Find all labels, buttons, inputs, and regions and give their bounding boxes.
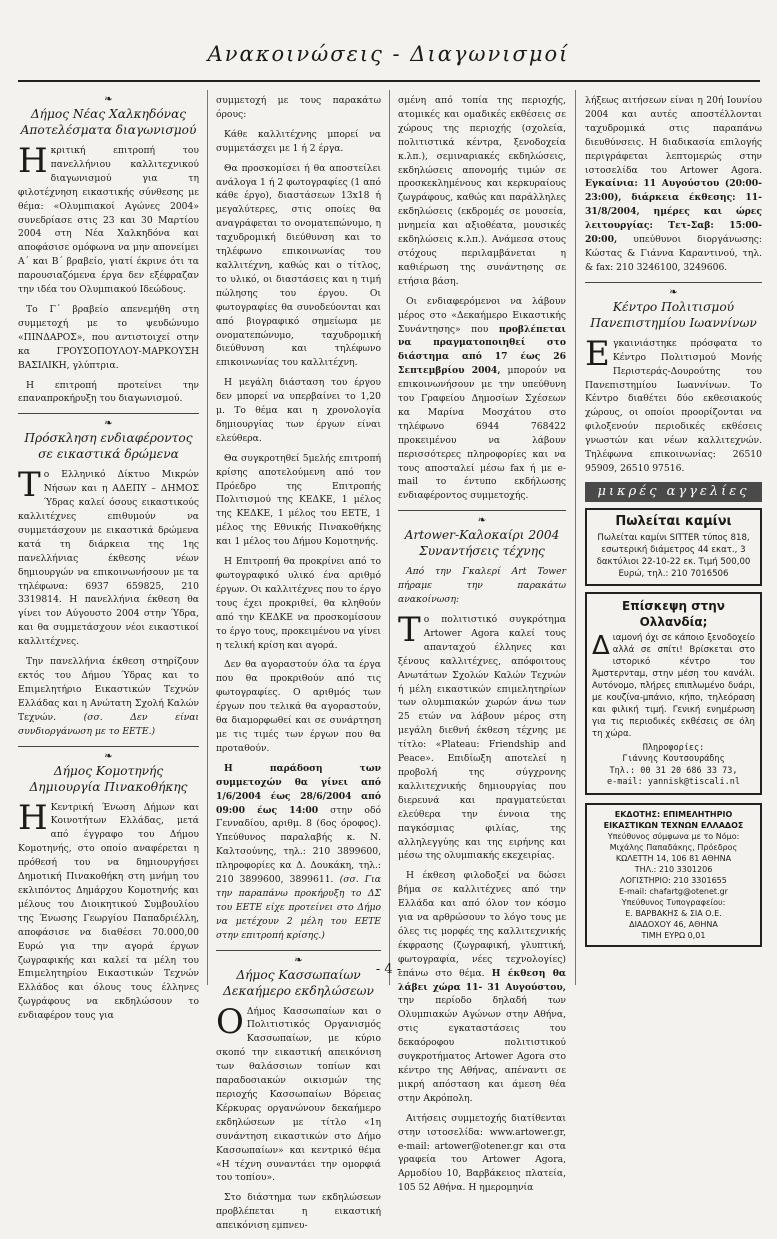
contact-name: Γιάννης Κουτσουράδης: [622, 754, 725, 765]
paragraph: [216, 762, 381, 943]
classifieds-banner: μικρές αγγελίες: [585, 482, 762, 502]
article-separator: [18, 413, 199, 414]
article-separator: [216, 950, 381, 951]
paragraph-text: Οι ενδιαφερόμενοι να λάβουν μέρος στο «Δεκαήμερο Εικαστικής Συνάντησης» που: [398, 295, 566, 335]
ad-title: Πωλείται καμίνι: [615, 513, 732, 529]
title-line: Δήμος Νέας Χαλκηδόνας: [30, 107, 187, 121]
page-number: - 4 -: [375, 962, 402, 977]
bold-text: Εγκαίνια: 11 Αυγούστου (20:00-23:00), διάρκεια έκθεσης: 11-31/8/2004, ημέρες και ώρες λειτουργίας: Τετ-Σαβ: 15:00-20:00,: [585, 178, 762, 246]
article-intro: Από την Γκαλερί Art Tower πήραμε την παρακάτω ανακοίνωση:: [398, 566, 566, 606]
bold-text: Η παράδοση των συμμετοχών θα γίνει από 1/6/2004 έως 28/6/2004 από 09:00 έως 14:00: [216, 762, 381, 816]
title-line: Δήμος Κομοτηνής: [53, 763, 164, 778]
paragraph: [398, 610, 566, 863]
paragraph: συμμετοχή με τους παρακάτω όρους:: [216, 95, 381, 120]
drop-cap: Δ: [592, 630, 610, 661]
ad-text: [592, 632, 755, 740]
article-title: [18, 106, 199, 138]
drop-cap: Η: [18, 797, 48, 838]
page-header-title: Ανακοινώσεις - Διαγωνισμοί: [207, 42, 570, 66]
paragraph: [585, 94, 762, 275]
paragraph-text: Η έκθεση φιλοδοξεί να δώσει βήμα σε καλλιτέχνες από την Ελλάδα και από όλον τον κόσμο για να αρθρώσουν το λόγο τους με όλες τις μορφές της καλλιτεχνικής έκφρασης (ζωγραφική, γλυπτική, φωτογραφία, νέες τεχνολογίες) επάνω στο θέμα.: [398, 870, 566, 979]
title-line: Δεκαήμερο εκδηλώσεων: [223, 983, 374, 998]
article-separator: [18, 746, 199, 747]
column-divider: [575, 90, 576, 985]
article-title: [398, 527, 566, 559]
publisher-line: ΤΗΛ.: 210 3301206: [634, 864, 713, 874]
paragraph-text: γκαινιάστηκε πρόσφατα το Κέντρο Πολιτισμού Μονής Περιστεράς-Δουρούτης του Πανεπιστημίου Ιωαννίνων. Το Κέντρο διαθέτει δύο εκθεσιακούς χώρους, οι οποίοι προορίζονται να φιλοξενούν περιοδικές εκθέσεις γνωστών και νέων καλλιτεχνών. Τηλέφωνα επικοινωνίας: 26510 95909, 26510 97516.: [585, 337, 762, 474]
drop-cap: Τ: [398, 610, 421, 650]
title-line: Artower-Καλοκαίρι 2004: [404, 528, 560, 543]
title-line: σε εικαστικά δρώμενα: [38, 447, 179, 462]
publisher-line: E-mail: chafartg@otenet.gr: [619, 886, 728, 896]
article-title: [585, 299, 762, 331]
title-line: Δήμος Κασσωπαίων: [236, 967, 361, 982]
paragraph: Αιτήσεις συμμετοχής διατίθενται στην ιστοσελίδα: www.artower.gr, e-mail: artower@otener.gr και στα γραφεία του Artower Agora, Αρμοδίου 10, Βαρβάκειος πλατεία, 105 52 Αθήνα. Η ημερομηνία: [398, 1112, 566, 1194]
publisher-line: ΚΩΛΕΤΤΗ 14, 106 81 ΑΘΗΝΑ: [615, 853, 732, 863]
paragraph-text: υπεύθυνοι διοργάνωσης: Κώστας & Γιάννα Καραντινού, τηλ. & fax: 210 3246100, 3249606.: [585, 234, 762, 273]
drop-cap: Τ: [18, 465, 41, 506]
contact-email: e-mail: yannisk@tiscali.nl: [606, 777, 741, 788]
article-separator: [585, 282, 762, 283]
column-divider: [389, 90, 390, 985]
paragraph-text: Την πανελλήνια έκθεση στηρίζουν εκτός του Δήμου Ύδρας και το Επιμελητήριο Εικαστικών Τεχνών Ελλάδας και η Ανώτατη Σχολή Καλών Τεχνών.: [18, 656, 199, 723]
title-line: Κέντρο Πολιτισμού: [612, 299, 735, 314]
contact-label: Πληροφορίες:: [642, 742, 705, 753]
column-3: [398, 94, 566, 1201]
paragraph: Κάθε καλλιτέχνης μπορεί να συμμετάσχει με 1 ή 2 έργα.: [216, 128, 381, 154]
drop-cap: Ε: [585, 333, 610, 374]
publisher-line: ΔΙΑΔΟΧΟΥ 46, ΑΘΗΝΑ: [629, 919, 718, 929]
title-line: Αποτελέσματα διαγωνισμού: [20, 123, 197, 137]
paragraph: Στο διάστημα των εκδηλώσεων προβλέπεται η εικαστική απεικόνιση εμπνευ-: [216, 1192, 381, 1232]
ad-title: [592, 598, 755, 630]
ornament-icon: ❧: [104, 750, 113, 762]
publisher-line: ΛΟΓΙΣΤΗΡΙΟ: 210 3301655: [620, 875, 727, 885]
paragraph-text: λήξεως αιτήσεων είναι η 20ή Ιουνίου 2004 και αυτές αποστέλλονται ταχυδρομικά στις παραπάνω διευθύνσεις. Η διαδικασία επιλογής περιγράφεται λεπτομερώς στην ιστοσελίδα του Artower Agora.: [585, 95, 762, 176]
column-divider: [207, 90, 208, 985]
article-title: [18, 763, 199, 795]
classified-ad: [585, 592, 762, 795]
publisher-line: ΕΚΔΟΤΗΣ: ΕΠΙΜΕΛΗΤΗΡΙΟ: [614, 809, 733, 819]
bold-text: Η έκθεση θα λάβει χώρα 11- 31 Αυγούστου,: [398, 967, 566, 993]
ad-text: Πωλείται καμίνι SITTER τύπος 818, εσωτερική διάμετρος 44 εκατ., 3 δακτύλιοι 22-10-22 εκ. Τιμή 500,00 Ευρώ, τηλ.: 210 7016506: [596, 532, 751, 579]
paragraph: [398, 869, 566, 1105]
title-line: Συναντήσεις τέχνης: [419, 544, 545, 559]
paragraph: [585, 333, 762, 476]
title-line: Δημιουργία Πινακοθήκης: [29, 779, 188, 794]
classified-ad: [585, 508, 762, 586]
paragraph: Η μεγάλη διάσταση του έργου δεν μπορεί να υπερβαίνει το 1,20 μ. Το θέμα και η χρονολογία δημιουργίας των έργων είναι ελεύθερα.: [216, 377, 381, 444]
column-1: [18, 94, 199, 1029]
column-4: [585, 94, 762, 947]
title-line: Πανεπιστημίου Ιωαννίνων: [590, 315, 757, 330]
paragraph-text: ο πολιτιστικό συγκρότημα Artower Agora καλεί τους απανταχού έλληνες και ξένους καλλιτέχνες, απόφοιτους Ανωτάτων Σχολών Καλών Τεχνών ή μέλη εικαστικών επιμελητηρίων των ολυμπιακών χωρών άνω των 25 ετών να λάβουν μέρος στη μεγάλη διεθνή έκθεση τέχνης με τίτλο: «Plateau: Friendship and Peace». Επιδίωξη αποτελεί η προβολή της σύγχρονης καλλιτεχνικής δημιουργίας που διερευνά και πραγματεύεται ελεύθερα την έννοια της παγκόσμιας φιλίας, της αλληλεγγύης και της ειρήνης και μέσω της ολυμπιακής εκεχειρίας.: [398, 614, 566, 862]
paragraph: σμένη από τοπία της περιοχής, ατομικές και ομαδικές εκθέσεις σε χώρους της περιοχής (σχολεία, πολιτιστικά κέντρα, ξενοδοχεία κ.λπ.), σεμιναριακές εκδηλώσεις, εκδηλώσεις απονομής τιμών σε προσκεκλημένους και κερκυραίους ζωγράφους, καθώς και παράλληλες εκδηλώσεις (εκδρομές σε μουσεία, μνημεία και αξιοθέατα, μουσικές εκδηλώσεις κ.λπ.). Ανάμεσα στους στόχους περιλαμβάνεται η καθιέρωση της συνάντησης σε ετήσια βάση.: [398, 95, 566, 287]
article-separator: [398, 510, 566, 511]
publisher-line: Υπεύθυνος σύμφωνα με το Νόμο:: [607, 831, 740, 841]
ad-body: ιαμονή όχι σε κάποιο ξενοδοχείο αλλά σε σπίτι! Βρίσκεται στο ιστορικό κέντρο του Άμστερνταμ, στην μέση του κανάλι. Αυτόνομο, πλήρες επιπλωμένο δυάρι, με κουζίνα-μπάνιο, κήπο, τηλεόραση και φιλική τιμή. Γενική ενημέρωση για τις περιοδικές εκθέσεις σε όλη τη χώρα.: [592, 632, 755, 739]
column-2: [216, 94, 381, 1239]
ornament-icon: ❧: [104, 94, 113, 105]
publisher-box: [585, 803, 762, 947]
paragraph-text: ο Ελληνικό Δίκτυο Μικρών Νήσων και η ΑΔΕΠΥ – ΔΗΜΟΣ Ύδρας καλεί όσους εικαστικούς καλλιτέχνες επιθυμούν να συμμετάσχουν με εικαστικά δρώμενα κατά τη διάρκεια της 1ης πανελλήνιας έκθεσης νέων δημιουργών να επικοινωνήσουν με τα τηλέφωνα: 6937 659825, 210 3319814. Η πανελλήνια έκθεση θα γίνει τον Αύγουστο 2004 στην Ύδρα, και θα συμμετάσχουν νέοι εικαστικοί καλλιτέχνες.: [18, 469, 199, 648]
ornament-icon: ❧: [294, 954, 303, 966]
paragraph: Η επιτροπή προτείνει την επαναπροκήρυξη του διαγωνισμού.: [18, 379, 199, 405]
paragraph: [18, 797, 199, 1024]
title-line: Ολλανδία;: [639, 614, 708, 629]
contact-phone: Τηλ.: 00 31 20 686 33 73,: [609, 765, 738, 776]
paragraph-text: Κεντρική Ένωση Δήμων και Κοινοτήτων Ελλάδας, μετά από έγγραφο του Δήμου Κομοτηνής, στο οποίο αναφέρεται η πρόθεσή του να δημιουργήσει Δημοτική Πινακοθήκη στη μνήμη του εκλιπόντος Δημάρχου Κομοτηνής και μέλους του Διοικητικού Συμβουλίου της Ένωσης Γεωργίου Παπαδριέλλη, αποφάσισε να διαθέσει 70.000,00 Ευρώ για την αγορά έργων ζωγραφικής και καλεί τα μέλη του Επιμελητηρίου Εικαστικών Τεχνών Ελλάδος και όλους τους έλληνες ζωγράφους να εκδηλώσουν το ενδιαφέρον τους για: [18, 801, 199, 1022]
publisher-line: Υπεύθυνος Τυπογραφείου:: [621, 897, 726, 907]
editor-note: (σσ. Για την παραπάνω προκήρυξη το ΔΣ του ΕΕΤΕ είχε προτείνει στο Δήμο να μετέχουν 2 μέλη του ΕΕΤΕ στην επιτροπή κρίσης.): [216, 874, 381, 941]
drop-cap: Η: [18, 141, 48, 181]
publisher-line: ΕΙΚΑΣΤΙΚΩΝ ΤΕΧΝΩΝ ΕΛΛΑΔΟΣ: [603, 820, 744, 830]
paragraph-text: μπορούν να επικοινωνήσουν με την υπεύθυνη του Γραφείου Δημοσίων Σχέσεων κα Μαρίνα Μοσχάτου στο τηλέφωνο 6944 768422 προκειμένου να λάβουν περισσότερες πληροφορίες και να τους αποσταλεί μέσω fax ή με e-mail το έντυπο εκδήλωσης ενδιαφέροντος συμμετοχής.: [398, 365, 566, 502]
paragraph: Θα προσκομίσει ή θα αποστείλει ανάλογα 1 ή 2 φωτογραφίες (1 από κάθε έργο), διαστάσεων 13x18 ή μεγαλύτερες, στις οποίες θα αναγράφεται το ονοματεπώνυμο, η ταχυδρομική διεύθυνση και το τηλέφωνο επικοινωνίας του καλλιτέχνη, καθώς και ο τίτλος, το υλικό, οι διαστάσεις και η τιμή πώλησης του έργου. Οι φωτογραφίες θα συνοδεύονται και από βιογραφικό σημείωμα με ονοματεπώνυμο, ταχυδρομική διεύθυνση και τηλέφωνο επικοινωνίας του καλλιτέχνη.: [216, 162, 381, 369]
paragraph: Το Γ΄ βραβείο απενεμήθη στη συμμετοχή με το ψευδώνυμο «ΠΙΝΔΑΡΟΣ», που αντιστοιχεί στην κα ΓΡΟΥΣΟΠΟΥΛΟΥ-ΜΑΡΚΟΥΣΗ ΒΑΣΙΛΙΚΗ, γλύπτρια.: [18, 303, 199, 371]
paragraph: [18, 141, 199, 297]
paragraph: [398, 295, 566, 504]
paragraph: Η Επιτροπή θα προκρίνει από το φωτογραφικό υλικό ένα αριθμό έργων. Οι καλλιτέχνες που το έργο τους έχει προκριθεί, θα κληθούν από την ΚΕΔΚΕ να προσκομίσουν το έργο τους, προκειμένου να γίνει η τελική κρίση και αγορά.: [216, 556, 381, 651]
paragraph: [18, 655, 199, 738]
paragraph-text: στην οδό Γενναδίου, αριθμ. 8 (6ος όροφος). Υπεύθυνος παραλαβής κ. Ν. Καλτσούνης, τηλ.: 210 3899600, πληροφορίες κα Δ. Δουκάκη, τηλ.: 210 3899600, 3899611.: [216, 804, 382, 886]
paragraph: [18, 465, 199, 649]
paragraph: [216, 1001, 381, 1186]
title-line: Πρόσκληση ενδιαφέροντος: [24, 431, 193, 446]
bold-text: προβλέπεται να πραγματοποιηθεί στο διάστημα από 17 έως 26 Σεπτεμβρίου 2004,: [398, 323, 566, 377]
paragraph-text: Δήμος Κασσωπαίων και ο Πολιτιστικός Οργανισμός Κασσωπαίων, με κύριο σκοπό την εικαστική απεικόνιση των θαλάσσιων τοπίων και παραδοσιακών οικισμών της περιοχής Κασσωπαίων Βόρειας Κέρκυρας οργανώνουν δεκαήμερο εκδηλώσεων με τίτλο «1η συνάντηση εικαστικών στο Δήμο Κασσωπαίων» και κεντρικό θέμα «Η τέχνη συναντάει την ομορφιά του τοπίου».: [216, 1005, 381, 1184]
publisher-line: Ε. ΒΑΡΒΑΚΗΣ & ΣΙΑ Ο.Ε.: [625, 908, 722, 918]
title-line: Επίσκεψη στην: [622, 598, 725, 613]
header-rule: [18, 80, 760, 82]
editor-note: (σσ. Δεν είναι συνδιοργάνωση με το ΕΕΤΕ.): [18, 711, 199, 737]
drop-cap: Ο: [216, 1001, 244, 1042]
paragraph: Δεν θα αγοραστούν όλα τα έργα που θα προκριθούν από τις φωτογραφίες. Ο αριθμός των έργων που τελικά θα αγοραστούν, θα διαμορφωθεί και σε συνάρτηση με τις τιμές των έργων που θα προταθούν.: [216, 659, 381, 754]
publisher-line: Μιχάλης Παπαδάκης, Πρόεδρος: [609, 842, 738, 852]
article-title: [18, 430, 199, 462]
publisher-line: ΤΙΜΗ ΕΥΡΩ 0,01: [641, 930, 706, 940]
ornament-icon: ❧: [477, 515, 487, 527]
paragraph: Θα συγκροτηθεί 5μελής επιτροπή κρίσης αποτελούμενη από τον Πρόεδρο της Επιτροπής Πολιτισμού της ΚΕΔΚΕ, 1 μέλος της ΚΕΔΚΕ, 1 μέλος του ΕΕΤΕ, 1 μέλος της Εθνικής Πινακοθήκης και 1 μέλος του Δήμου Κομοτηνής.: [216, 452, 381, 548]
ad-contact: [592, 743, 755, 789]
ornament-icon: ❧: [104, 418, 113, 430]
ornament-icon: ❧: [669, 286, 678, 298]
paragraph-text: την περίοδο δηλαδή των Ολυμπιακών Αγώνων στην Αθήνα, στις εγκαταστάσεις του δεκαόροφου πολιτιστικού συγκροτήματος Artower Agora στο κέντρο της Αθήνας, απέναντι σε μικρή απόσταση και άμεση θέα στην Ακρόπολη.: [398, 995, 566, 1104]
paragraph-text: κριτική επιτροπή του πανελλήνιου καλλιτεχνικού διαγωνισμού για τη φιλοτέχνηση εικαστικής σύνθεσης με θέμα: «Ολυμπιακοί Αγώνες 2004» συνεδρίασε στις 23 και 30 Μαρτίου 2004 στη Νέα Χαλκηδόνα και αποφάσισε ομόφωνα να μην απονείμει Α΄ και Β΄ βραβείο, γιατί έκρινε ότι τα παρουσιαζόμενα έργα δεν εξέφραζαν την ιδέα του Ολυμπιακού Ιδεώδους.: [18, 145, 199, 296]
